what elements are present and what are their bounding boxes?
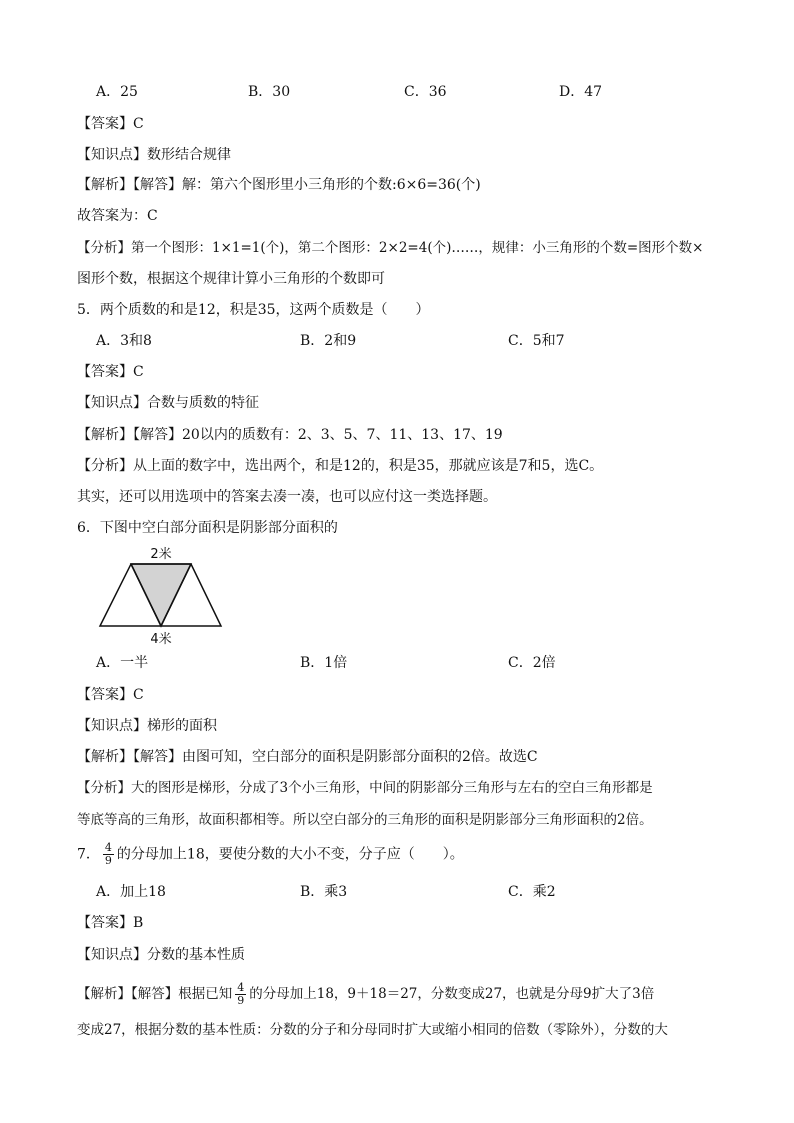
shaded-triangle — [131, 564, 191, 626]
fraction-numerator: 4 — [104, 841, 112, 854]
q5-knowledge — [77, 394, 259, 412]
analysis-tag: 【解析】【解答】 — [77, 427, 182, 443]
knowledge-value: 合数与质数的特征 — [147, 395, 259, 411]
analysis-tag: 【解析】【解答】 — [77, 177, 182, 193]
q4-fenxi-continued: 图形个数，根据这个规律计算小三角形的个数即可 — [77, 271, 385, 287]
analysis-fraction — [235, 982, 246, 1007]
q7-analysis-continued: 变成27，根据分数的基本性质：分数的分子和分母同时扩大或缩小相同的倍数（零除外），分数的大 — [77, 1022, 668, 1038]
answer-value: C — [133, 687, 144, 703]
q6-option-a: A．一半 — [96, 655, 149, 671]
answer-tag: 【答案】 — [77, 116, 133, 132]
knowledge-tag: 【知识点】 — [77, 147, 147, 163]
q6-knowledge — [77, 717, 217, 735]
trapezoid-figure — [92, 542, 232, 650]
fraction-four-ninths — [103, 842, 114, 867]
answer-tag: 【答案】 — [77, 364, 133, 380]
q5-analysis — [77, 426, 503, 444]
q4-option-d: D．47 — [559, 84, 603, 100]
answer-tag: 【答案】 — [77, 687, 133, 703]
q7-option-a: A．加上18 — [96, 884, 166, 900]
fraction-denominator: 9 — [237, 994, 245, 1007]
knowledge-value: 分数的基本性质 — [147, 947, 245, 963]
q7-answer — [77, 914, 143, 932]
fenxi-tag: 【分析】 — [77, 240, 131, 256]
q5-option-a: A．3和8 — [96, 333, 152, 349]
q7-knowledge — [77, 946, 245, 964]
q4-option-a: A．25 — [96, 84, 138, 100]
q6-option-c: C．2倍 — [508, 655, 556, 671]
q5-extra-note: 其实，还可以用选项中的答案去凑一凑，也可以应付这一类选择题。 — [77, 489, 497, 505]
fenxi-text: 大的图形是梯形，分成了3个小三角形，中间的阴影部分三角形与左右的空白三角形都是 — [131, 780, 653, 796]
q6-option-b: B．1倍 — [300, 655, 348, 671]
fenxi-text: 第一个图形：1×1=1(个)，第二个图形：2×2=4(个)……，规律：小三角形的个数=图形个数× — [131, 240, 704, 256]
bottom-base-label: 4米 — [150, 632, 172, 647]
answer-value: B — [133, 915, 144, 931]
q7-option-c: C．乘2 — [508, 884, 556, 900]
q6-analysis — [77, 748, 538, 766]
analysis-text-post: 的分母加上18，9＋18＝27，分数变成27，也就是分母9扩大了3倍 — [249, 986, 655, 1002]
analysis-text: 解：第六个图形里小三角形的个数:6×6=36(个) — [182, 177, 481, 193]
q5-fenxi — [77, 457, 603, 475]
analysis-tag: 【解析】【解答】 — [77, 986, 179, 1002]
knowledge-value: 数形结合规律 — [147, 147, 231, 163]
knowledge-tag: 【知识点】 — [77, 947, 147, 963]
top-base-label: 2米 — [150, 547, 172, 562]
q7-option-b: B．乘3 — [300, 884, 348, 900]
fraction-denominator: 9 — [104, 854, 112, 867]
answer-tag: 【答案】 — [77, 915, 133, 931]
q6-fenxi-continued: 等底等高的三角形，故面积都相等。所以空白部分的三角形的面积是阴影部分三角形面积的2倍。 — [77, 812, 653, 828]
q7-stem — [77, 842, 464, 867]
q7-analysis — [77, 982, 654, 1007]
q7-stem-text: 的分母加上18，要使分数的大小不变，分子应（ ）。 — [116, 846, 464, 863]
fenxi-tag: 【分析】 — [77, 780, 131, 796]
q6-answer — [77, 686, 144, 704]
q6-stem: 6．下图中空白部分面积是阴影部分面积的 — [77, 520, 338, 536]
q4-conclusion: 故答案为：C — [77, 208, 158, 224]
analysis-tag: 【解析】【解答】 — [77, 749, 182, 765]
q4-option-c: C．36 — [404, 84, 447, 100]
q6-fenxi — [77, 779, 653, 797]
q5-stem: 5．两个质数的和是12，积是35，这两个质数是（ ） — [77, 302, 430, 318]
q5-answer — [77, 363, 144, 381]
q4-option-b: B．30 — [248, 84, 291, 100]
q4-fenxi — [77, 239, 703, 257]
answer-value: C — [133, 364, 144, 380]
q4-knowledge — [77, 146, 231, 164]
fraction-numerator: 4 — [237, 981, 245, 994]
q7-number: 7． — [77, 846, 100, 863]
fenxi-text: 从上面的数字中，选出两个，和是12的，积是35，那就应该是7和5，选C。 — [133, 458, 604, 474]
q4-answer — [77, 115, 144, 133]
knowledge-tag: 【知识点】 — [77, 395, 147, 411]
knowledge-value: 梯形的面积 — [147, 718, 217, 734]
q5-option-b: B．2和9 — [300, 333, 357, 349]
analysis-text-pre: 根据已知 — [178, 986, 233, 1002]
analysis-text: 由图可知，空白部分的面积是阴影部分面积的2倍。故选C — [182, 749, 538, 765]
answer-value: C — [133, 116, 144, 132]
q4-analysis — [77, 176, 481, 194]
q5-option-c: C．5和7 — [508, 333, 565, 349]
analysis-text: 20以内的质数有：2、3、5、7、11、13、17、19 — [182, 427, 503, 443]
fenxi-tag: 【分析】 — [77, 458, 133, 474]
knowledge-tag: 【知识点】 — [77, 718, 147, 734]
